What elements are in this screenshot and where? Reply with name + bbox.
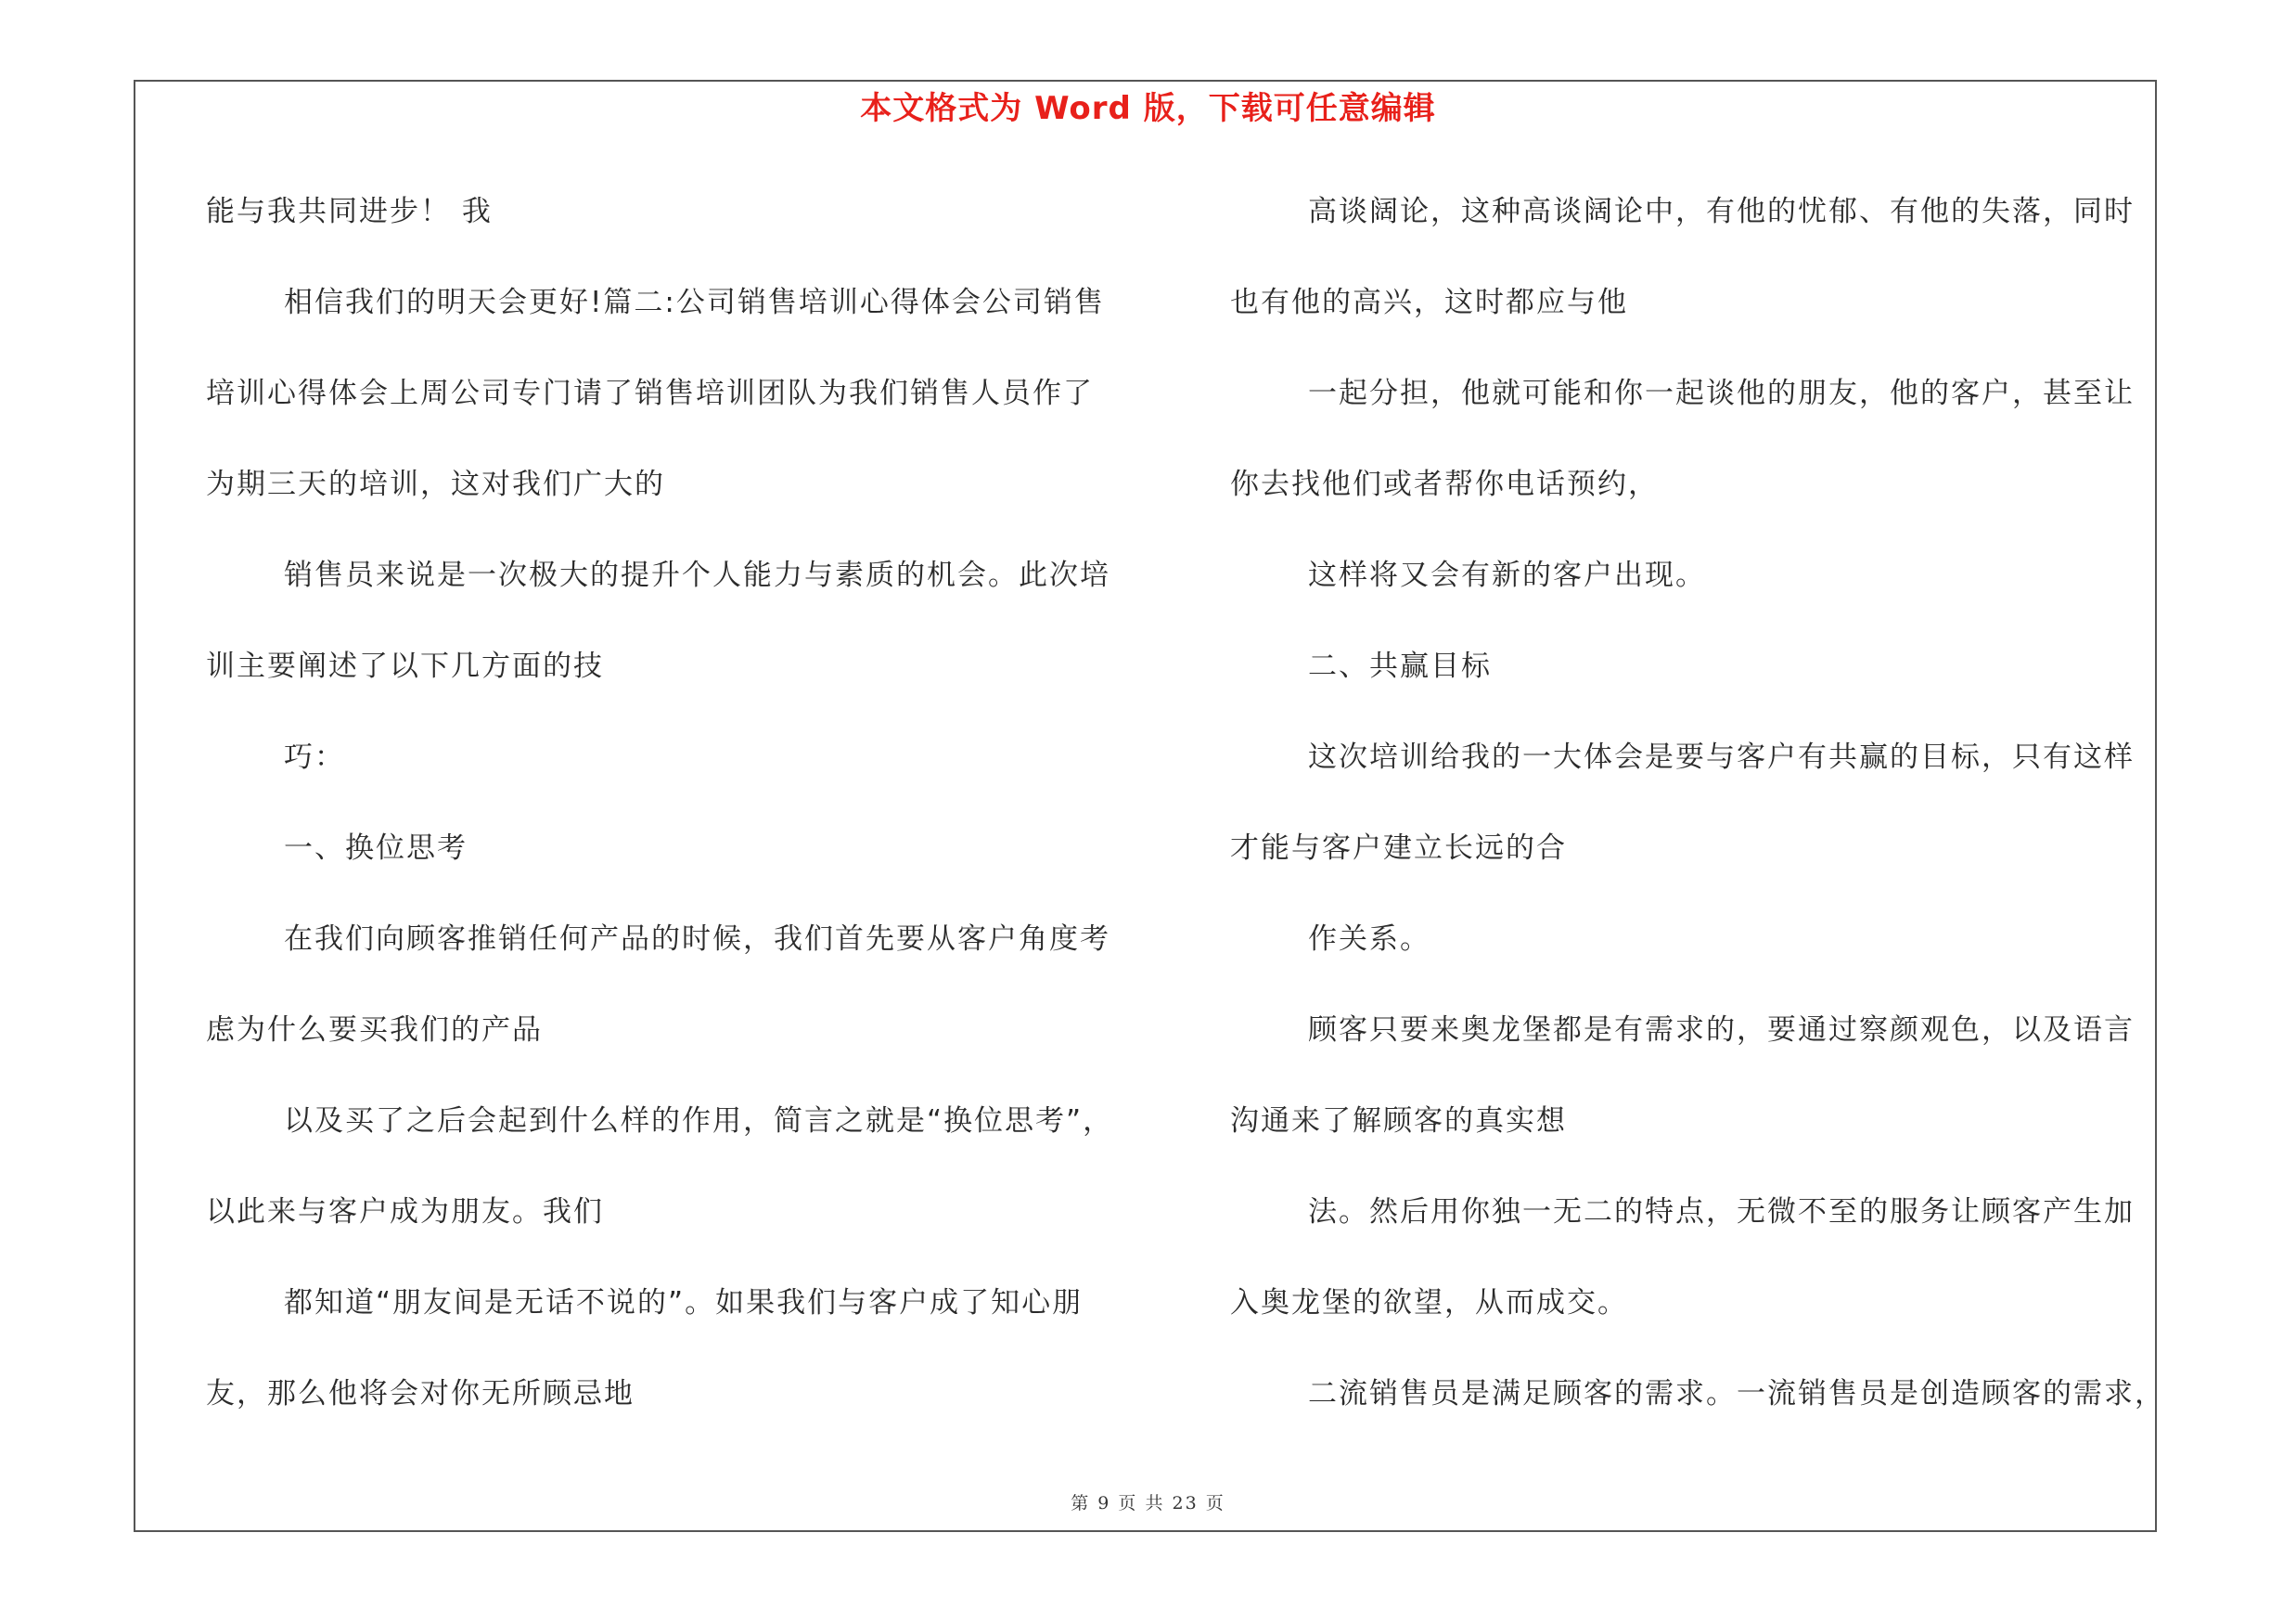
- text-line: 二、共赢目标: [1308, 650, 1492, 683]
- page-number-footer: 第 9 页 共 23 页: [1071, 1493, 1225, 1514]
- text-line: 虑为什么要买我们的产品: [206, 1013, 543, 1047]
- text-line: 为期三天的培训，这对我们广大的: [206, 468, 665, 501]
- text-line: 高谈阔论，这种高谈阔论中，有他的忧郁、有他的失落，同时: [1308, 195, 2135, 228]
- text-line: 能与我共同进步！ 我: [206, 195, 493, 228]
- text-line: 二流销售员是满足顾客的需求。一流销售员是创造顾客的需求，: [1308, 1377, 2165, 1410]
- text-line: 巧：: [284, 741, 345, 774]
- text-line: 顾客只要来奥龙堡都是有需求的，要通过察颜观色，以及语言: [1308, 1013, 2135, 1047]
- text-line: 作关系。: [1308, 922, 1430, 956]
- format-banner: 本文格式为 Word 版，下载可任意编辑: [860, 90, 1436, 127]
- text-line: 这样将又会有新的客户出现。: [1308, 559, 1706, 592]
- right-text-column: [1230, 184, 2167, 1457]
- text-line: 沟通来了解顾客的真实想: [1230, 1104, 1567, 1138]
- text-line: 在我们向顾客推销任何产品的时候，我们首先要从客户角度考: [284, 922, 1110, 956]
- text-line: 培训心得体会上周公司专门请了销售培训团队为我们销售人员作了: [206, 377, 1094, 410]
- text-line: 才能与客户建立长远的合: [1230, 831, 1567, 865]
- text-line: 销售员来说是一次极大的提升个人能力与素质的机会。此次培: [284, 559, 1110, 592]
- text-line: 一起分担，他就可能和你一起谈他的朋友，他的客户，甚至让: [1308, 377, 2135, 410]
- text-line: 友，那么他将会对你无所顾忌地: [206, 1377, 635, 1410]
- text-line: 以及买了之后会起到什么样的作用，简言之就是“换位思考”，: [284, 1104, 1114, 1138]
- left-text-column: [206, 184, 1143, 1457]
- text-line: 法。然后用你独一无二的特点，无微不至的服务让顾客产生加: [1308, 1195, 2135, 1229]
- text-line: 以此来与客户成为朋友。我们: [206, 1195, 604, 1229]
- text-line: 也有他的高兴，这时都应与他: [1230, 286, 1628, 319]
- text-line: 入奥龙堡的欲望，从而成交。: [1230, 1286, 1628, 1320]
- text-line: 都知道“朋友间是无话不说的”。如果我们与客户成了知心朋: [284, 1286, 1084, 1320]
- text-line: 训主要阐述了以下几方面的技: [206, 650, 604, 683]
- text-line: 相信我们的明天会更好!篇二:公司销售培训心得体会公司销售: [284, 286, 1105, 319]
- text-line: 这次培训给我的一大体会是要与客户有共赢的目标，只有这样: [1308, 741, 2135, 774]
- text-line: 一、换位思考: [284, 831, 468, 865]
- text-line: 你去找他们或者帮你电话预约，: [1230, 468, 1659, 501]
